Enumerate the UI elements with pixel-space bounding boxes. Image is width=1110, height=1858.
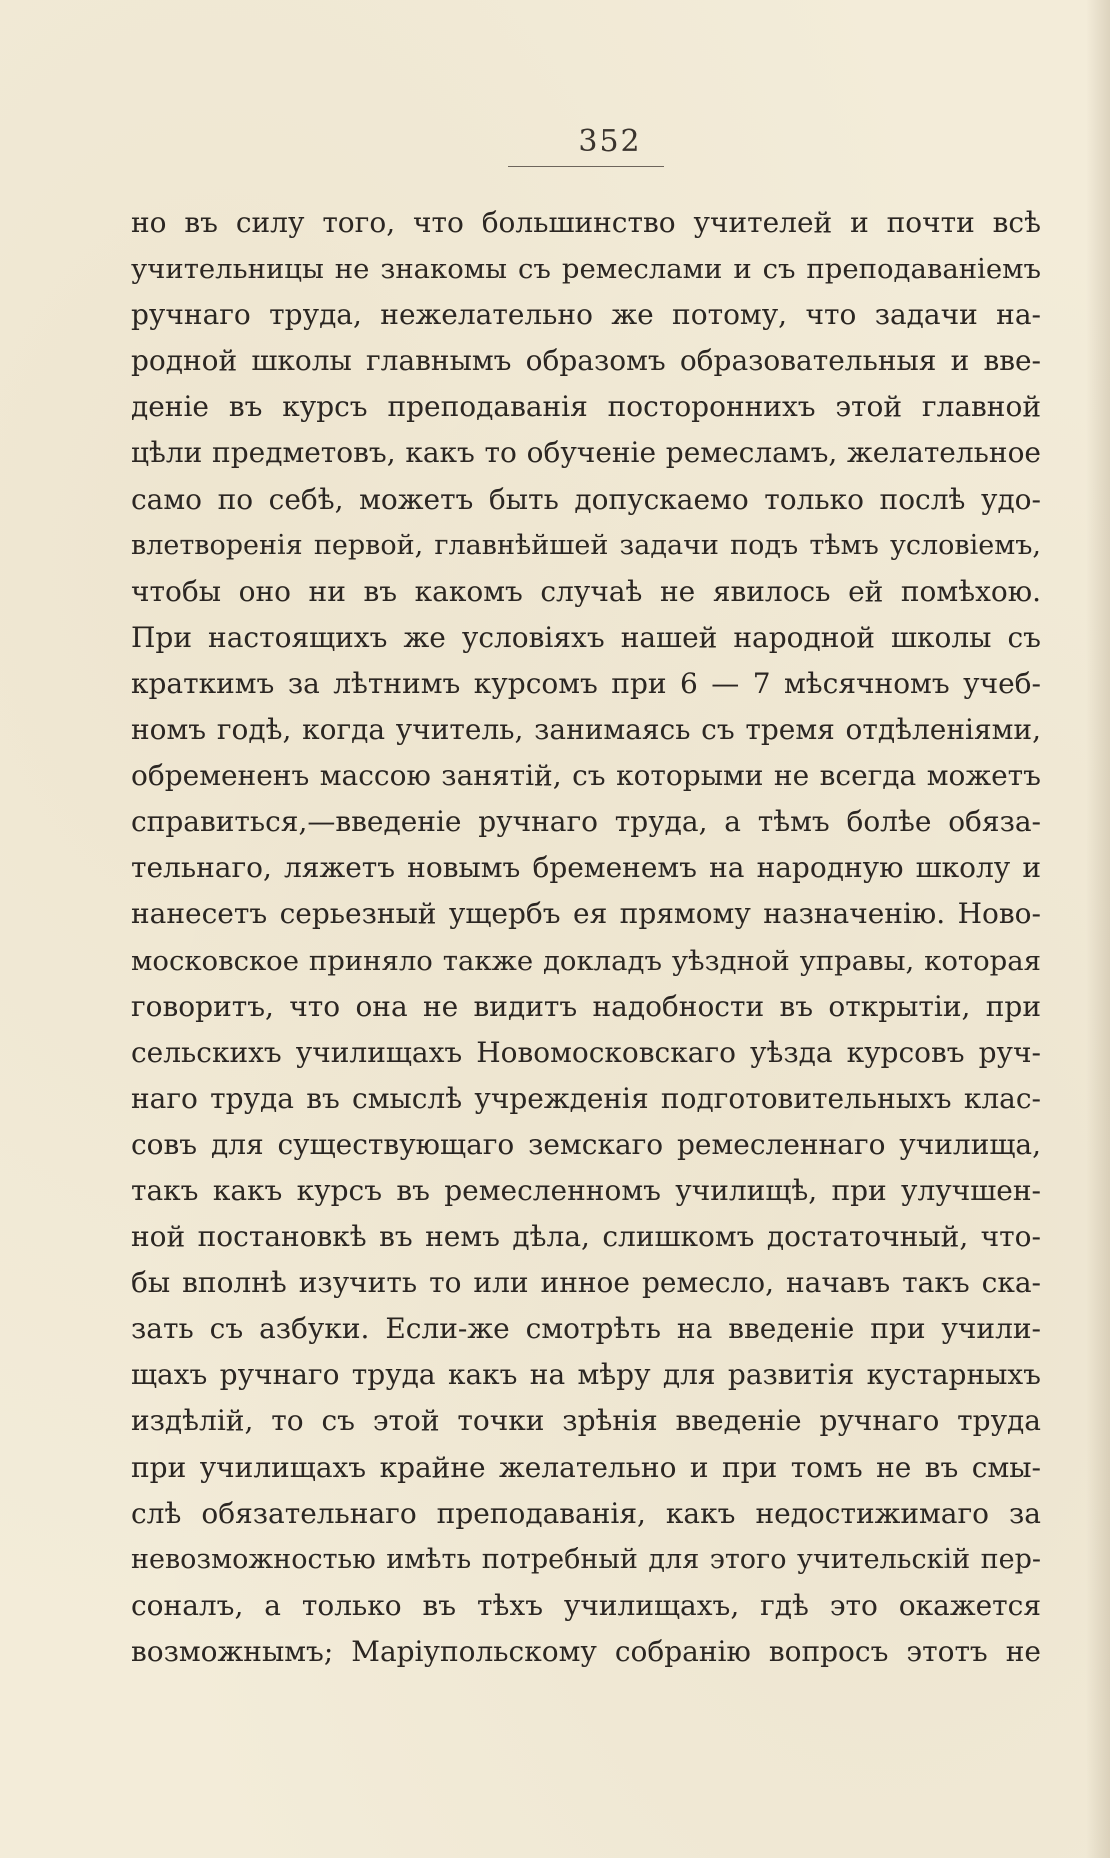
text-line: учительницы не знакомы съ ремеслами и съ преподаваніемъ: [131, 253, 1041, 286]
text-line: бы вполнѣ изучить то или инное ремесло, начавъ такъ ска-: [131, 1266, 1041, 1300]
header-rule: [508, 166, 664, 167]
text-line: родной школы главнымъ образомъ образовательныя и вве-: [131, 344, 1041, 378]
text-line: при училищахъ крайне желательно и при томъ не въ смы-: [131, 1450, 1041, 1484]
body-text: [131, 200, 1041, 1675]
text-line: сельскихъ училищахъ Новомосковскаго уѣзда курсовъ руч-: [131, 1035, 1041, 1069]
text-line: совъ для существующаго земскаго ремесленнаго училища,: [131, 1127, 1041, 1161]
text-line: соналъ, а только въ тѣхъ училищахъ, гдѣ это окажется: [131, 1588, 1041, 1622]
text-line: обремененъ массою занятій, съ которыми не всегда можетъ: [131, 759, 1041, 793]
text-line: цѣли предметовъ, какъ то обученіе ремесламъ, желательное: [131, 436, 1041, 470]
text-line: При настоящихъ же условіяхъ нашей народной школы съ: [131, 620, 1041, 654]
text-line: тельнаго, ляжетъ новымъ бременемъ на народную школу и: [131, 851, 1041, 885]
page-edge-shadow: [1086, 0, 1110, 1858]
text-line: наго труда въ смыслѣ учрежденія подготовительныхъ клас-: [131, 1081, 1041, 1115]
text-line: краткимъ за лѣтнимъ курсомъ при 6 — 7 мѣсячномъ учеб-: [131, 666, 1041, 700]
text-line: зать съ азбуки. Если-же смотрѣть на введеніе при учили-: [131, 1312, 1041, 1346]
text-line: ной постановкѣ въ немъ дѣла, слишкомъ достаточный, что-: [131, 1220, 1041, 1254]
text-line: само по себѣ, можетъ быть допускаемо только послѣ удо-: [131, 482, 1041, 516]
text-line: московское приняло также докладъ уѣздной управы, которая: [131, 944, 1041, 977]
text-line: слѣ обязательнаго преподаванія, какъ недостижимаго за: [131, 1496, 1041, 1530]
text-line: возможнымъ; Маріупольскому собранію вопросъ этотъ не: [131, 1634, 1041, 1668]
text-line: номъ годѣ, когда учитель, занимаясь съ тремя отдѣленіями,: [131, 713, 1041, 747]
page-number: 352: [578, 124, 642, 159]
text-line: но въ силу того, что большинство учителей и почти всѣ: [131, 206, 1041, 239]
text-line: чтобы оно ни въ какомъ случаѣ не явилось ей помѣхою.: [131, 574, 1041, 608]
text-line: влетворенія первой, главнѣйшей задачи подъ тѣмъ условіемъ,: [131, 529, 1041, 561]
text-line: невозможностью имѣть потребный для этого учительскій пер-: [131, 1543, 1041, 1575]
text-line: ручнаго труда, нежелательно же потому, что задачи на-: [131, 298, 1041, 332]
text-line: справиться,—введеніе ручнаго труда, а тѣмъ болѣе обяза-: [131, 805, 1041, 839]
text-line: издѣлій, то съ этой точки зрѣнія введеніе ручнаго труда: [131, 1404, 1041, 1438]
text-line: нанесетъ серьезный ущербъ ея прямому назначенію. Ново-: [131, 897, 1041, 931]
text-line: говоритъ, что она не видитъ надобности въ открытіи, при: [131, 989, 1041, 1023]
text-line: такъ какъ курсъ въ ремесленномъ училищѣ, при улучшен-: [131, 1173, 1041, 1207]
text-line: щахъ ручнаго труда какъ на мѣру для развитія кустарныхъ: [131, 1358, 1041, 1392]
text-line: деніе въ курсъ преподаванія постороннихъ этой главной: [131, 390, 1041, 424]
